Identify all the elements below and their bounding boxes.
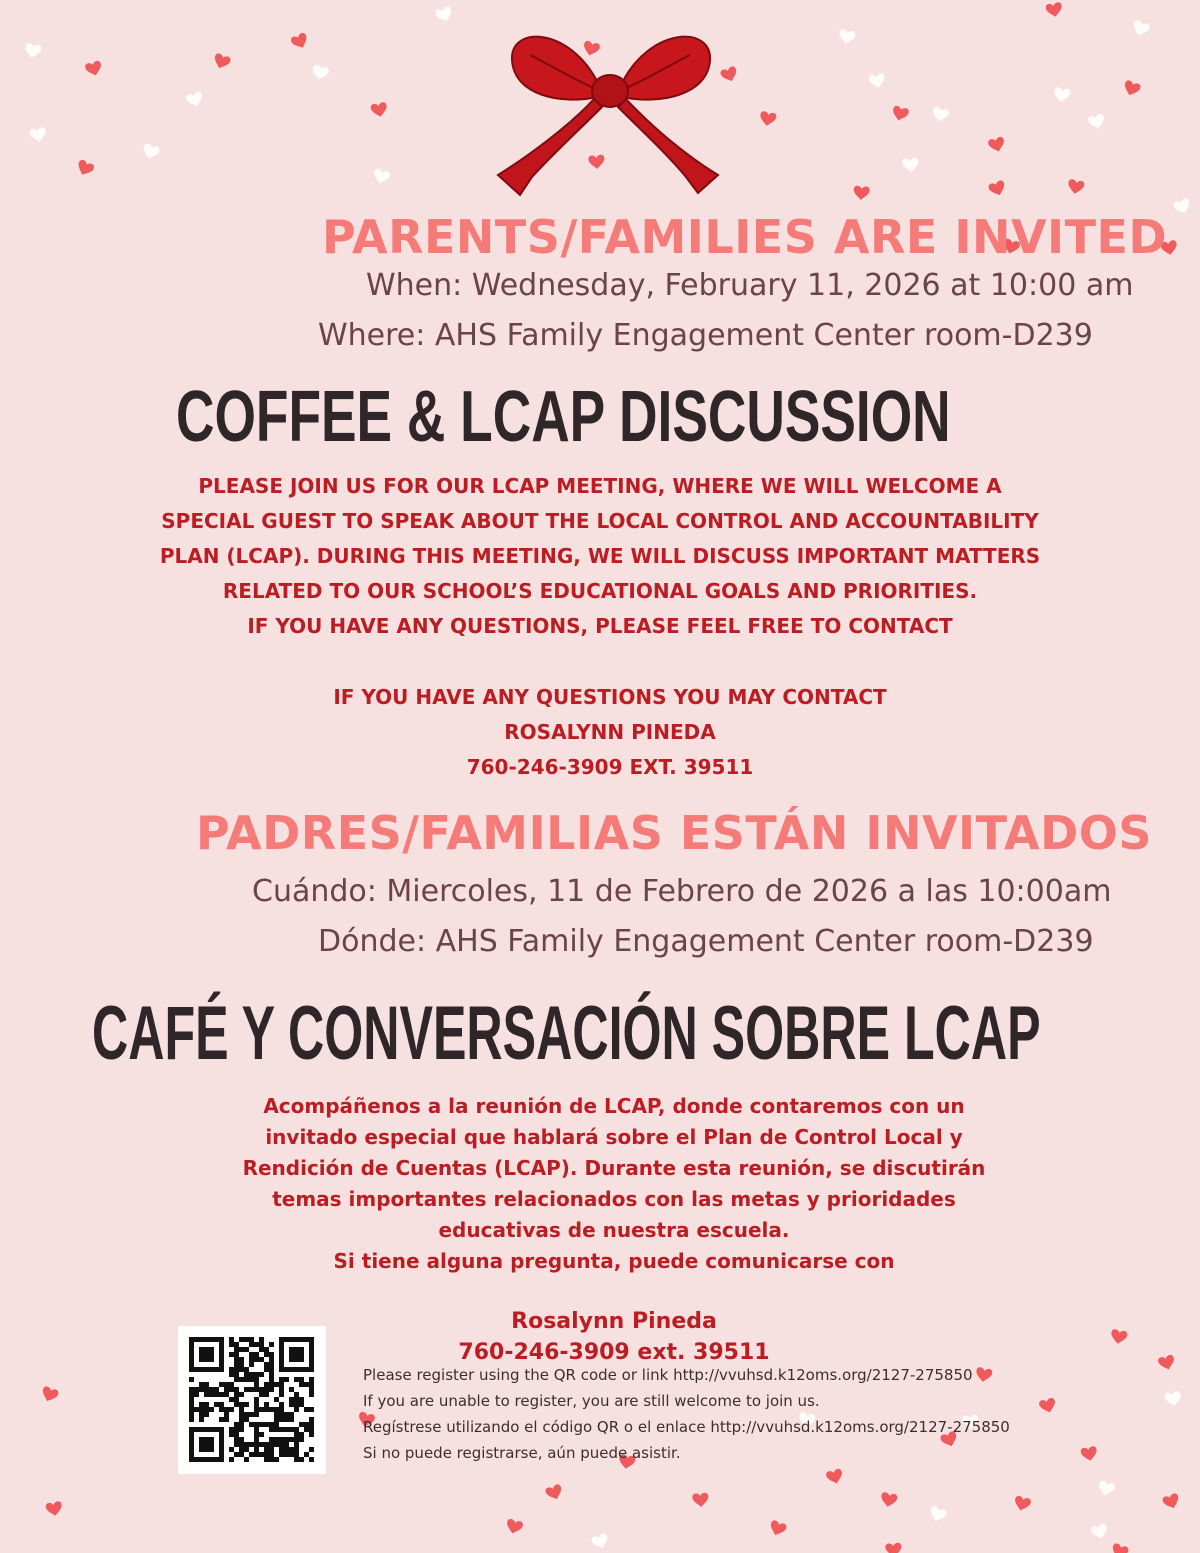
registration-line-es[interactable]: Regístrese utilizando el código QR o el enlace http://vvuhsd.k12oms.org/2127-275850 (363, 1418, 1010, 1436)
qr-code[interactable] (178, 1326, 326, 1474)
spanish-body-line: temas importantes relacionados con las metas y prioridades (272, 1187, 956, 1211)
english-contact-intro: IF YOU HAVE ANY QUESTIONS YOU MAY CONTACT (333, 685, 887, 709)
spanish-heading: PADRES/FAMILIAS ESTÁN INVITADOS (196, 806, 1152, 860)
english-body (0, 469, 1200, 644)
spanish-body-line: Rendición de Cuentas (LCAP). Durante esta reunión, se discutirán (242, 1156, 986, 1180)
english-heading: PARENTS/FAMILIES ARE INVITED (322, 210, 1168, 264)
english-contact (10, 680, 1200, 785)
english-contact-name: ROSALYNN PINEDA (504, 720, 716, 744)
english-body-line: RELATED TO OUR SCHOOL’S EDUCATIONAL GOALS AND PRIORITIES. (222, 579, 978, 603)
english-title: COFFEE & LCAP DISCUSSION (176, 377, 951, 457)
registration-note (363, 1362, 1010, 1466)
spanish-body-line: invitado especial que hablará sobre el Plan de Control Local y (265, 1125, 963, 1149)
registration-line-es-2: Si no puede registrarse, aún puede asistir. (363, 1444, 681, 1462)
spanish-title: CAFÉ Y CONVERSACIÓN SOBRE LCAP (92, 991, 1041, 1076)
english-body-line: PLEASE JOIN US FOR OUR LCAP MEETING, WHERE WE WILL WELCOME A (198, 474, 1002, 498)
spanish-contact-phone[interactable]: 760-246-3909 ext. 39511 (458, 1340, 770, 1365)
registration-line-en-2: If you are unable to register, you are still welcome to join us. (363, 1392, 820, 1410)
english-contact-phone[interactable]: 760-246-3909 EXT. 39511 (466, 755, 754, 779)
english-when: When: Wednesday, February 11, 2026 at 10:00 am (366, 268, 1134, 303)
spanish-when: Cuándo: Miercoles, 11 de Febrero de 2026 a las 10:00am (252, 874, 1112, 909)
spanish-body-line: educativas de nuestra escuela. (438, 1218, 790, 1242)
registration-line-en[interactable]: Please register using the QR code or link http://vvuhsd.k12oms.org/2127-275850 (363, 1366, 973, 1384)
english-body-line: PLAN (LCAP). DURING THIS MEETING, WE WILL DISCUSS IMPORTANT MATTERS (159, 544, 1041, 568)
spanish-body-line: Si tiene alguna pregunta, puede comunicarse con (333, 1249, 895, 1273)
spanish-where: Dónde: AHS Family Engagement Center room-D239 (318, 924, 1094, 959)
spanish-body-line: Acompáñenos a la reunión de LCAP, donde contaremos con un (263, 1094, 965, 1118)
english-body-line: IF YOU HAVE ANY QUESTIONS, PLEASE FEEL FREE TO CONTACT (247, 614, 953, 638)
english-where: Where: AHS Family Engagement Center room-D239 (318, 318, 1093, 353)
qr-code-image (178, 1326, 326, 1474)
spanish-contact-name: Rosalynn Pineda (511, 1309, 717, 1334)
bow-icon (490, 25, 730, 215)
spanish-body (14, 1091, 1200, 1277)
english-body-line: SPECIAL GUEST TO SPEAK ABOUT THE LOCAL CONTROL AND ACCOUNTABILITY (161, 509, 1039, 533)
